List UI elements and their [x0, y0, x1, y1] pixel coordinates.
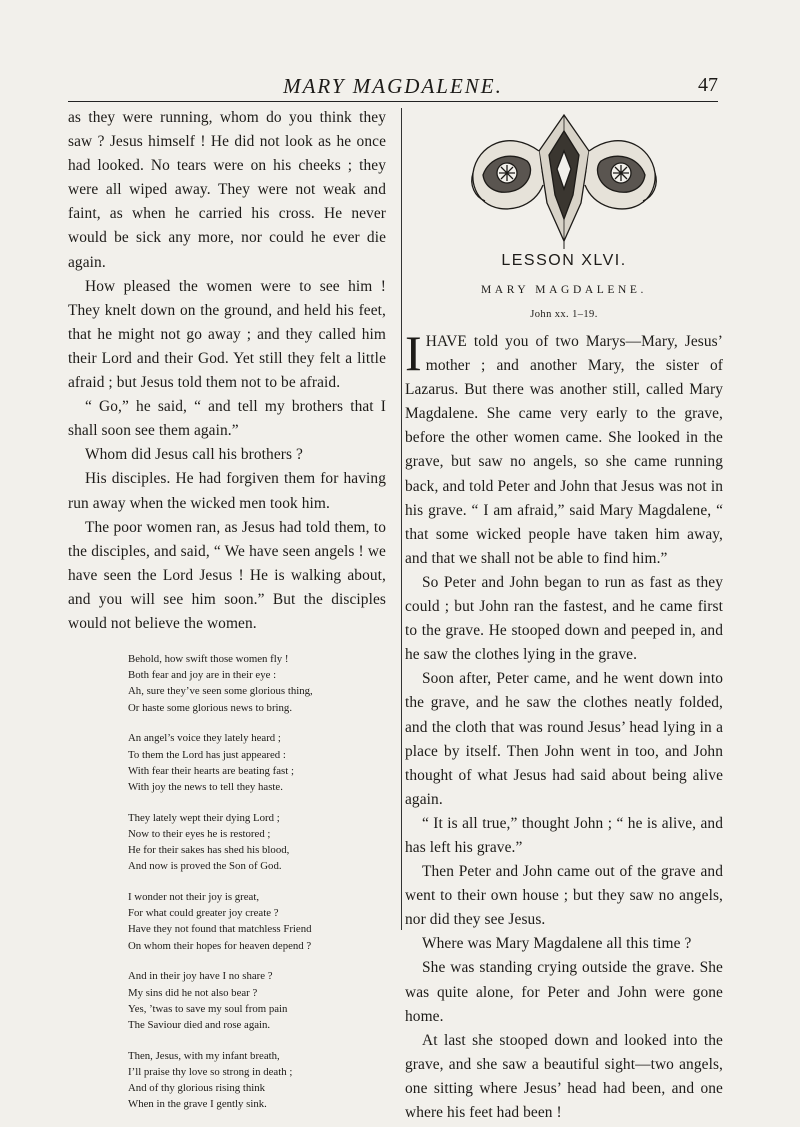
poem-line: They lately wept their dying Lord ; [128, 811, 280, 824]
poem-line: And in their joy have I no share ? [128, 970, 273, 983]
poem-line: Now to their eyes he is restored ; [128, 827, 271, 840]
poem-line: When in the grave I gently sink. [128, 1098, 267, 1111]
poem-line: And of thy glorious rising think [128, 1082, 266, 1095]
poem-stanza [128, 651, 386, 716]
poem-line: Then, Jesus, with my infant breath, [128, 1049, 280, 1062]
poem-line: The Saviour died and rose again. [128, 1018, 271, 1031]
poem-stanza [128, 1048, 386, 1113]
poem-line: To them the Lord has just appeared : [128, 748, 286, 761]
poem-stanza [128, 968, 386, 1033]
right-column [405, 111, 723, 1125]
page-number: 47 [698, 74, 718, 96]
paragraph: “ It is all true,” thought John ; “ he is alive, and has left his grave.” [405, 814, 723, 856]
poem-line: With joy the news to tell they haste. [128, 780, 283, 793]
drop-cap: I [405, 325, 422, 381]
poem-stanza [128, 730, 386, 795]
paragraph: “ Go,” he said, “ and tell my brothers that I shall soon see them again.” [68, 398, 386, 440]
page-header [68, 74, 718, 102]
paragraph: Then Peter and John came out of the grave and went to their own house ; but they saw no angels, nor did they see Jesus. [405, 863, 723, 929]
lesson-heading: LESSON XLVI. [501, 252, 627, 269]
opening-paragraph-text: told you of two Marys—Mary, Jesus’ mother ; and another Mary, the sister of Lazarus. But there was another still, called Mary Magdalene. She came very early to the grave, before the other women came. She looked in the grave, but saw no angels, so she came running back, and told Peter and John that Jesus was not in his grave. “ I am afraid,” said Mary Magdalene, “ that some wicked people have taken him away, and that we shall not be able to find him.” [405, 333, 723, 567]
paragraph: His disciples. He had forgiven them for having run away when the wicked men took him. [68, 470, 386, 512]
lesson-subtitle: MARY MAGDALENE. [480, 284, 648, 296]
poem-line: With fear their hearts are beating fast ; [128, 764, 294, 777]
poem-stanza [128, 810, 386, 875]
paragraph: So Peter and John began to run as fast as they could ; but John ran the fastest, and he came first to the grave. He stooped down and peeped in, and he saw the clothes lying in the grave. [405, 573, 723, 664]
poem-line: On whom their hopes for heaven depend ? [128, 939, 312, 952]
poem-line: Behold, how swift those women fly ! [128, 653, 289, 666]
header-rule [68, 101, 718, 102]
opening-words: HAVE [425, 333, 467, 350]
poem-line: Have they not found that matchless Friend [128, 923, 312, 936]
left-column [68, 106, 386, 1127]
running-title: MARY MAGDALENE. [283, 74, 503, 98]
paragraph: She was standing crying outside the grave. She was quite alone, for Peter and John were gone home. [405, 959, 723, 1025]
paragraph: Where was Mary Magdalene all this time ? [422, 935, 692, 953]
paragraph: At last she stooped down and looked into the grave, and she saw a beautiful sight—two angels, one sitting where Jesus’ head had been, and one where his feet had been ! [405, 1031, 723, 1121]
poem-line: Yes, ’twas to save my soul from pain [128, 1002, 288, 1015]
poem-line: Both fear and joy are in their eye : [128, 669, 277, 682]
paragraph: How pleased the women were to see him ! They knelt down on the ground, and held his feet, that he might not go away ; and they called him their Lord and their God. Yet still they felt a little afraid ; but Jesus told them not to be afraid. [68, 277, 386, 392]
floral-ornament-icon [469, 111, 659, 251]
paragraph: as they were running, whom do you think they saw ? Jesus himself ! He did not look as he once had looked. No tears were on his cheeks ; they were all wiped away. They were not weak and faint, as when he carried his cross. He never would be sick any more, nor could he ever die again. [68, 109, 386, 271]
poem-stanza [128, 889, 386, 954]
poem-line: And now is proved the Son of God. [128, 860, 282, 873]
paragraph: Soon after, Peter came, and he went down into the grave, and he saw the clothes neatly folded, and the cloth that was round Jesus’ head lying in a place by itself. Then John went in too, and John thought of what Jesus had said about being alive again. [405, 670, 723, 808]
poem-line: For what could greater joy create ? [128, 907, 279, 920]
scripture-reference: John xx. 1–19. [530, 309, 598, 320]
poem-line: Or haste some glorious news to bring. [128, 701, 293, 714]
poem-line: Ah, sure they’ve seen some glorious thing, [128, 685, 313, 698]
column-divider [401, 108, 402, 930]
poem-line: I wonder not their joy is great, [128, 891, 260, 903]
poem [128, 651, 386, 1112]
paragraph: Whom did Jesus call his brothers ? [85, 446, 303, 464]
poem-line: My sins did he not also bear ? [128, 986, 258, 999]
poem-line: An angel’s voice they lately heard ; [128, 732, 281, 745]
poem-line: I’ll praise thy love so strong in death ; [128, 1065, 293, 1078]
poem-line: He for their sakes has shed his blood, [128, 844, 290, 857]
opening-paragraph [405, 325, 723, 571]
paragraph: The poor women ran, as Jesus had told them, to the disciples, and said, “ We have seen angels ! we have seen the Lord Jesus ! He is walking about, and you will see him soon.” But the disciples would not believe the women. [68, 518, 386, 632]
